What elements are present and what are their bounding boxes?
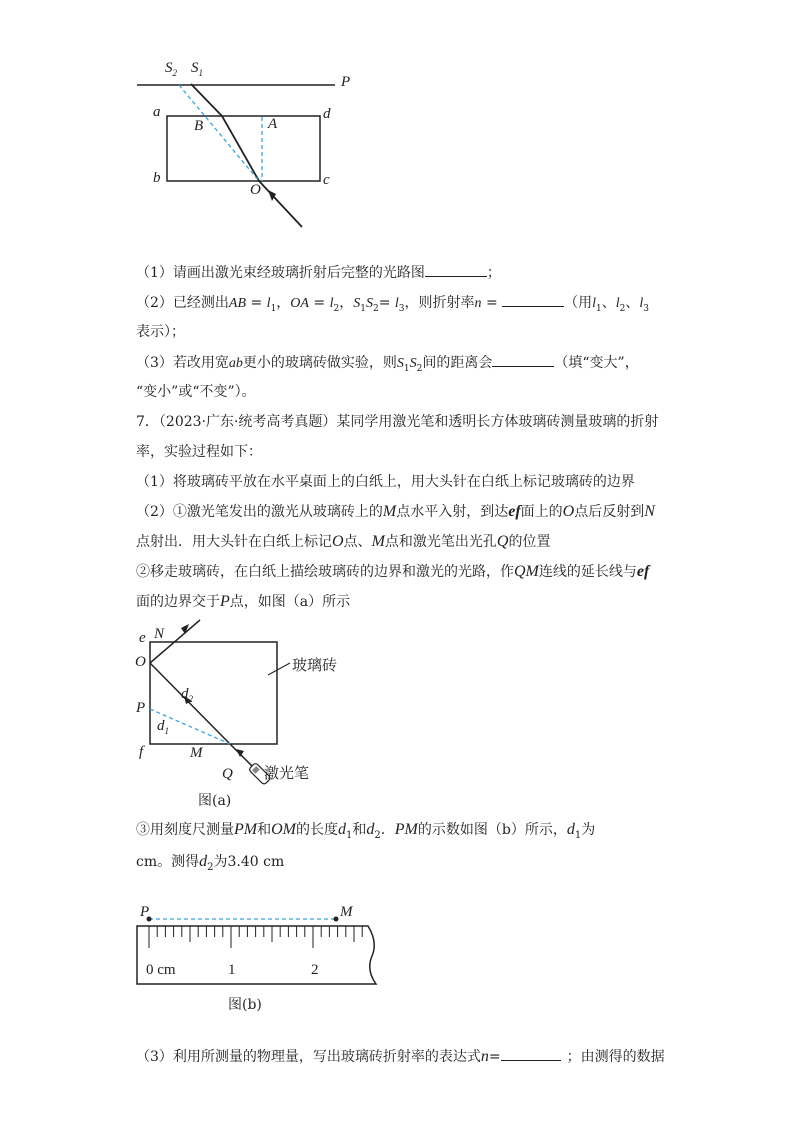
point-m <box>334 917 339 922</box>
q7-step2: （2）①激光笔发出的激光从玻璃砖上的M点水平入射，到达ef面上的O点后反射到N <box>136 503 655 520</box>
q6-part3-line2: “变小”或“不变”）。 <box>136 384 256 400</box>
q7-step1: （1）将玻璃砖平放在水平桌面上的白纸上，用大头针在白纸上标记玻璃砖的边界 <box>136 474 635 490</box>
label-n: N <box>154 626 165 642</box>
label-o: O <box>250 182 261 198</box>
q7-title-line1: 7．（2023·广东·统考高考真题）某同学用激光笔和透明长方体玻璃砖测量玻璃的折射 <box>136 414 659 430</box>
label-d1: $d_1$ <box>157 718 169 736</box>
tick-label-1: 1 <box>228 962 236 978</box>
label-d: d <box>323 106 331 122</box>
label-q: Q <box>222 766 233 782</box>
q7-step4-line2: cm。测得$d_2$为3.40 cm <box>136 853 285 873</box>
caption-a: 图(a) <box>198 793 232 809</box>
ruler-ticks <box>149 926 362 948</box>
ruler-label-m: M <box>340 904 353 920</box>
q7-step4: ③用刻度尺测量PM和OM的长度$d_1$和$d_2$．PM的示数如图（b）所示，$d_1$为 <box>136 821 596 841</box>
q6-part3: （3）若改用宽ab更小的玻璃砖做实验，则$S_1S_2$间的距离会 （填“变大”， <box>136 352 639 379</box>
label-a-upper: A <box>268 116 278 132</box>
label-e: e <box>139 630 146 646</box>
pen-label: 激光笔 <box>264 764 310 782</box>
tick-label-2: 2 <box>311 962 319 978</box>
label-p: P <box>136 700 146 716</box>
q7-step3-line2: 面的边界交于P点，如图（a）所示 <box>136 593 351 610</box>
label-d2: $d_2$ <box>181 686 193 704</box>
label-c: c <box>323 172 330 188</box>
caption-b: 图(b) <box>228 997 262 1013</box>
label-s1: $S_1$ <box>191 60 203 78</box>
label-p: P <box>341 74 351 90</box>
q6-part1: （1）请画出激光束经玻璃折射后完整的光路图 ； <box>136 262 501 283</box>
ruler-label-p: P <box>140 904 150 920</box>
q6-part2-line2: 表示）； <box>136 324 185 340</box>
label-o: O <box>135 654 146 670</box>
q7-part3: （3）利用所测量的物理量，写出玻璃砖折射率的表达式n= ；由测得的数据 <box>136 1048 665 1065</box>
label-s2: $S_2$ <box>165 60 177 78</box>
label-m: M <box>190 745 203 761</box>
glass-label: 玻璃砖 <box>292 656 338 674</box>
label-b: b <box>153 170 161 186</box>
q7-step3: ②移走玻璃砖，在白纸上描绘玻璃砖的边界和激光的光路，作QM连线的延长线与ef <box>136 563 650 580</box>
q6-part2: （2）已经测出AB = $l_1$，OA = $l_2$，$S_1S_2= l_3$，则折射率n = （用$l_1$、$l_2$、$l_3$ <box>136 292 649 319</box>
label-a: a <box>153 104 161 120</box>
label-f: f <box>139 744 144 760</box>
q7-title-line2: 率，实验过程如下： <box>136 444 262 460</box>
label-b-upper: B <box>194 118 204 134</box>
q7-step2-line2: 点射出．用大头针在白纸上标记O点、M点和激光笔出光孔Q的位置 <box>136 533 551 550</box>
tick-label-0: 0 cm <box>146 962 176 978</box>
